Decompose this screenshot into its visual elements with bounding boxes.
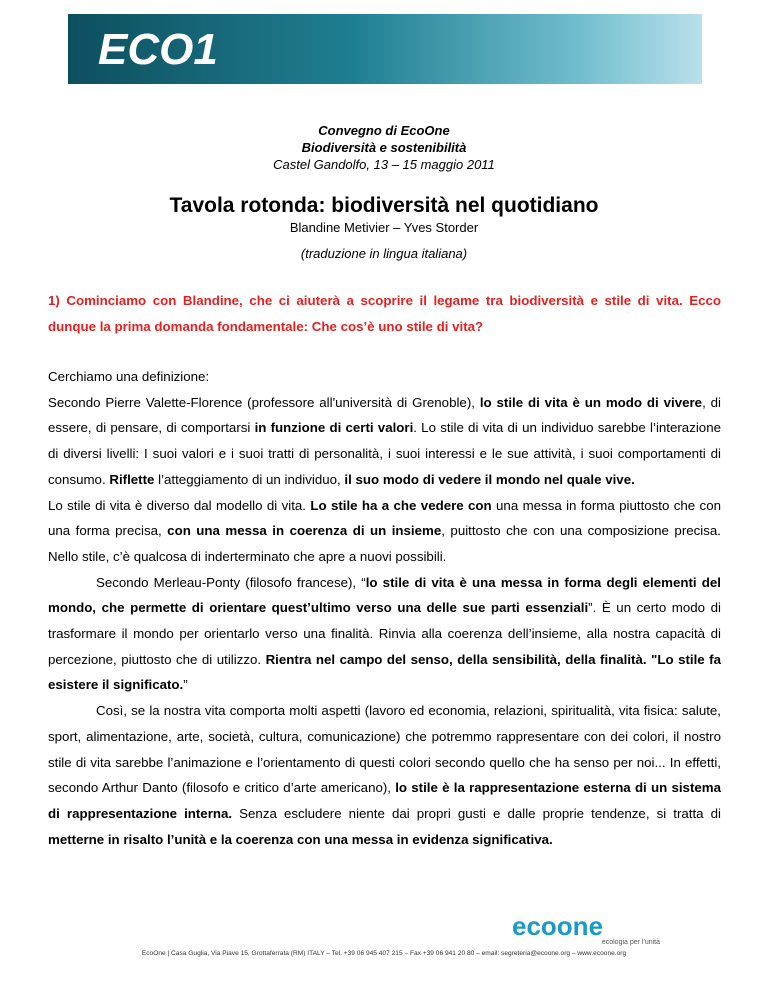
- question-heading: 1) Cominciamo con Blandine, che ci aiuterà a scoprire il legame tra biodiversità e stile di vita. Ecco dunque la prima domanda fondamentale: Che cos’è uno stile di vita?: [48, 293, 721, 334]
- paragraph-1: [48, 390, 721, 493]
- text-span: Così, se la nostra vita comporta molti aspetti (lavoro ed economia, relazioni, spiritualità, vita fisica: salute, sport, alimentazione, arte, società, cultura, comunicazione) che potremmo rappresentare con dei colori, il nostro stile di vita sarebbe l’animazione e l’orientamento di questi colori secondo quello che ha senso per noi... In effetti, secondo Arthur Danto (filosofo e critico d’arte americano),: [48, 703, 721, 796]
- eco1-logo: [94, 20, 244, 76]
- conference-place-date: Castel Gandolfo, 13 – 15 maggio 2011: [273, 157, 495, 172]
- logo-text: ECO1: [98, 25, 218, 74]
- bold-span: lo stile è la rappresentazione esterna di un sistema di rappresentazione interna.: [48, 780, 721, 821]
- bold-span: lo stile di vita è una messa in forma degli elementi del mondo, che permette di orientare quest’ultimo verso una delle sue parti essenziali: [48, 574, 721, 616]
- translation-note: (traduzione in lingua italiana): [300, 246, 468, 261]
- footer-contact: EcoOne | Casa Guglia, Via Piave 15, Grottaferrata (RM) ITALY – Tel. +39 06 945 407 215 – Fax +39 06 941 20 80 – email: segreteria@ecoone.org – www.ecoone.org: [141, 950, 627, 957]
- text-span: Secondo Merleau-Ponty (filosofo francese), “: [96, 574, 366, 590]
- paragraph-4: [48, 698, 721, 852]
- bold-span: Lo stile ha a che vedere con: [310, 497, 492, 513]
- text-span: Secondo Pierre Valette-Florence (professore all'università di Grenoble),: [48, 394, 480, 410]
- text-span: una messa in forma piuttosto che con una forma precisa,: [48, 497, 721, 539]
- bold-span: con una messa in coerenza di un insieme: [167, 523, 442, 539]
- footer-logo-tagline: ecologia per l'unità: [601, 939, 660, 946]
- authors: Blandine Metivier – Yves Storder: [289, 220, 479, 235]
- footer-logo-text: ecoone: [512, 912, 604, 941]
- text-span: ”. È un certo modo di trasformare il mondo per orientarlo verso una finalità. Rinvia alla coerenza dell’insieme, alla nostra capacità di percezione, piuttosto che di utilizzo.: [48, 600, 721, 667]
- text-span: Lo stile di vita è diverso dal modello di vita.: [48, 497, 311, 513]
- ecoone-logo: [512, 912, 662, 946]
- bold-span: Riflette: [109, 471, 155, 487]
- text-span: ”: [183, 677, 188, 693]
- bold-span: in funzione di certi valori: [254, 420, 414, 436]
- bold-span: metterne in risalto l’unità e la coerenza con una messa in evidenza significativa.: [48, 831, 553, 847]
- text-span: , puittosto che con una composizione precisa. Nello stile, c’è qualcosa di inderterminato che apre a nuovi possibili.: [48, 523, 721, 564]
- header-banner: [68, 14, 702, 84]
- body-text: [48, 364, 721, 852]
- text-span: . Lo stile di vita di un individuo sarebbe l’interazione di diversi livelli: I suoi valori e i suoi tratti di personalità, i suoi interessi e le sue attività, i suoi comportamenti di consumo.: [48, 420, 721, 487]
- definition-intro: Cerchiamo una definizione:: [48, 369, 210, 384]
- bold-span: lo stile di vita è un modo di vivere: [479, 394, 703, 410]
- conference-name: Convegno di EcoOne: [318, 123, 450, 138]
- text-span: , di essere, di pensare, di comportarsi: [48, 394, 721, 436]
- paragraph-2: [48, 493, 721, 570]
- bold-span: Rientra nel campo del senso, della sensibilità, della finalità. "Lo stile fa esistere il significato.: [48, 651, 721, 693]
- paragraph-3: [48, 570, 721, 699]
- text-span: Senza escludere niente dai propri gusti e dalle proprie tendenze, si tratta di: [232, 805, 721, 821]
- text-span: l’atteggiamento di un individuo,: [154, 471, 345, 487]
- conference-theme: Biodiversità e sostenibilità: [301, 140, 467, 155]
- bold-span: il suo modo di vedere il mondo nel quale vive.: [344, 471, 635, 487]
- page-title: Tavola rotonda: biodiversità nel quotidiano: [169, 194, 599, 217]
